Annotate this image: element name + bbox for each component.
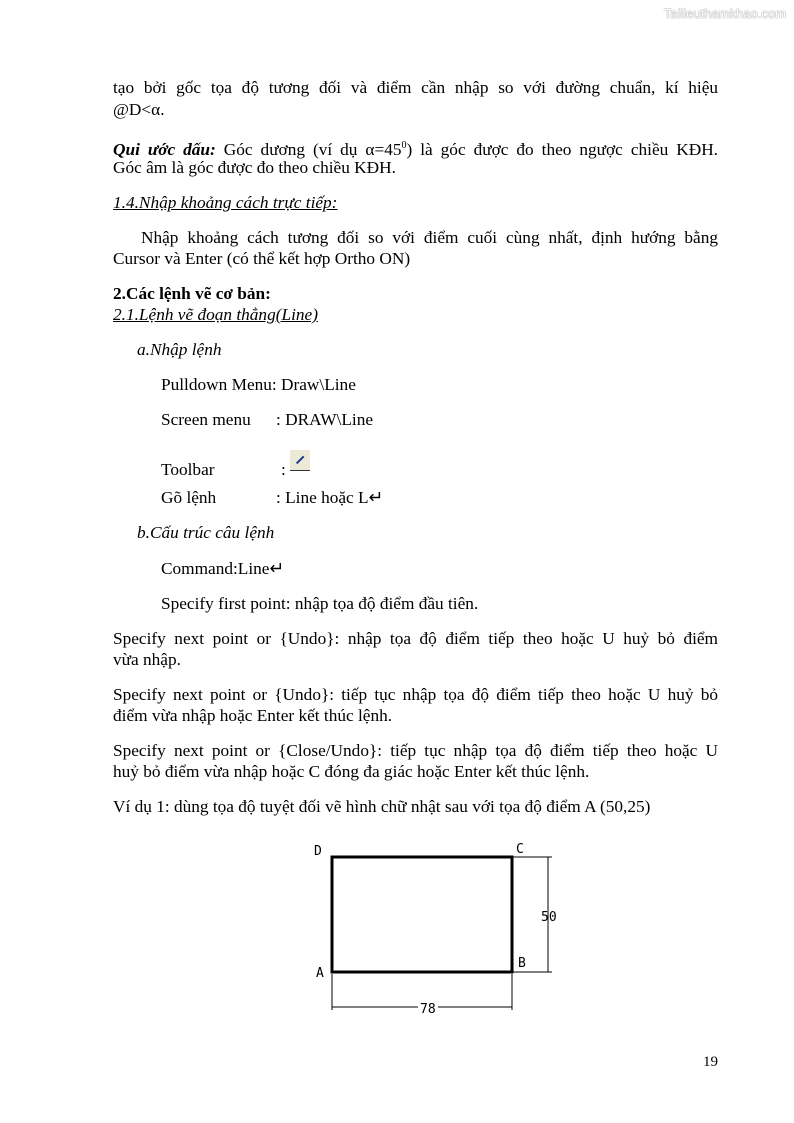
- colon: :: [281, 460, 286, 479]
- section-heading-2: 2.Các lệnh vẽ cơ bản:: [113, 284, 271, 303]
- label: Screen menu: [161, 410, 251, 429]
- page-number: 19: [703, 1054, 718, 1070]
- first-point-text: Specify first point: nhập tọa độ điểm đầu tiên.: [161, 594, 479, 613]
- paragraph-line: Specify next point or {Close/Undo}: tiếp tục nhập tọa độ điểm tiếp theo hoặc U: [113, 741, 718, 760]
- section-heading-2-1: 2.1.Lệnh vẽ đoạn thẳng(Line): [113, 305, 318, 324]
- paragraph-line: Góc âm là góc được đo theo chiều KĐH.: [113, 158, 396, 177]
- paragraph-line: Nhập khoảng cách tương đối so với điểm cuối cùng nhất, định hướng bằng: [141, 228, 718, 247]
- sign-convention-label: Qui ước dấu:: [113, 139, 216, 159]
- paragraph-line: vừa nhập.: [113, 650, 181, 669]
- rectangle-figure: [300, 835, 570, 1020]
- superscript: 0: [401, 140, 407, 151]
- paragraph-line: điểm vừa nhập hoặc Enter kết thúc lệnh.: [113, 706, 393, 725]
- sign-convention-line: [113, 136, 718, 160]
- paragraph-line: tạo bởi gốc tọa độ tương đối và điểm cần nhập so với đường chuẩn, kí hiệu: [113, 78, 718, 97]
- label-b: B: [518, 956, 526, 971]
- toolbar-line: [161, 450, 310, 480]
- value: : Line hoặc L↵: [276, 488, 384, 507]
- label: Gõ lệnh: [161, 488, 217, 507]
- dimension-lines: [332, 857, 552, 1010]
- command-text: Command:Line↵: [161, 559, 284, 578]
- subheading-b: b.Cấu trúc câu lệnh: [137, 523, 275, 542]
- section-heading-1-4: 1.4.Nhập khoảng cách trực tiếp:: [113, 193, 338, 212]
- pulldown-menu-line: Pulldown Menu: Draw\Line: [161, 375, 356, 394]
- dimension-height: 50: [541, 910, 557, 925]
- example-text: Ví dụ 1: dùng tọa độ tuyệt đối vẽ hình chữ nhật sau với tọa độ điểm A (50,25): [113, 797, 651, 816]
- text: ) là góc được đo theo ngược chiều KĐH.: [406, 139, 718, 159]
- label-c: C: [516, 842, 524, 857]
- label: Toolbar: [161, 460, 215, 479]
- watermark: Tailieuthamkhao.com: [663, 6, 786, 21]
- text: Góc dương (ví dụ α=45: [215, 139, 402, 159]
- label-a: A: [316, 966, 324, 981]
- command-line: [161, 488, 383, 508]
- paragraph-line: Specify next point or {Undo}: nhập tọa độ điểm tiếp theo hoặc U huỷ bỏ điểm: [113, 629, 718, 648]
- value: : DRAW\Line: [276, 410, 374, 429]
- paragraph-line: huỷ bỏ điểm vừa nhập hoặc C đóng đa giác hoặc Enter kết thúc lệnh.: [113, 762, 590, 781]
- rectangle: [332, 857, 512, 972]
- screen-menu-line: [161, 410, 373, 430]
- dimension-width: 78: [420, 1002, 436, 1017]
- paragraph-line: Cursor và Enter (có thể kết hợp Ortho ON): [113, 249, 411, 268]
- subheading-a: a.Nhập lệnh: [137, 340, 222, 359]
- paragraph-line: @D<α.: [113, 100, 165, 119]
- label-d: D: [314, 844, 322, 859]
- line-tool-icon: [290, 450, 310, 471]
- paragraph-line: Specify next point or {Undo}: tiếp tục nhập tọa độ điểm tiếp theo hoặc U huỷ bỏ: [113, 685, 718, 704]
